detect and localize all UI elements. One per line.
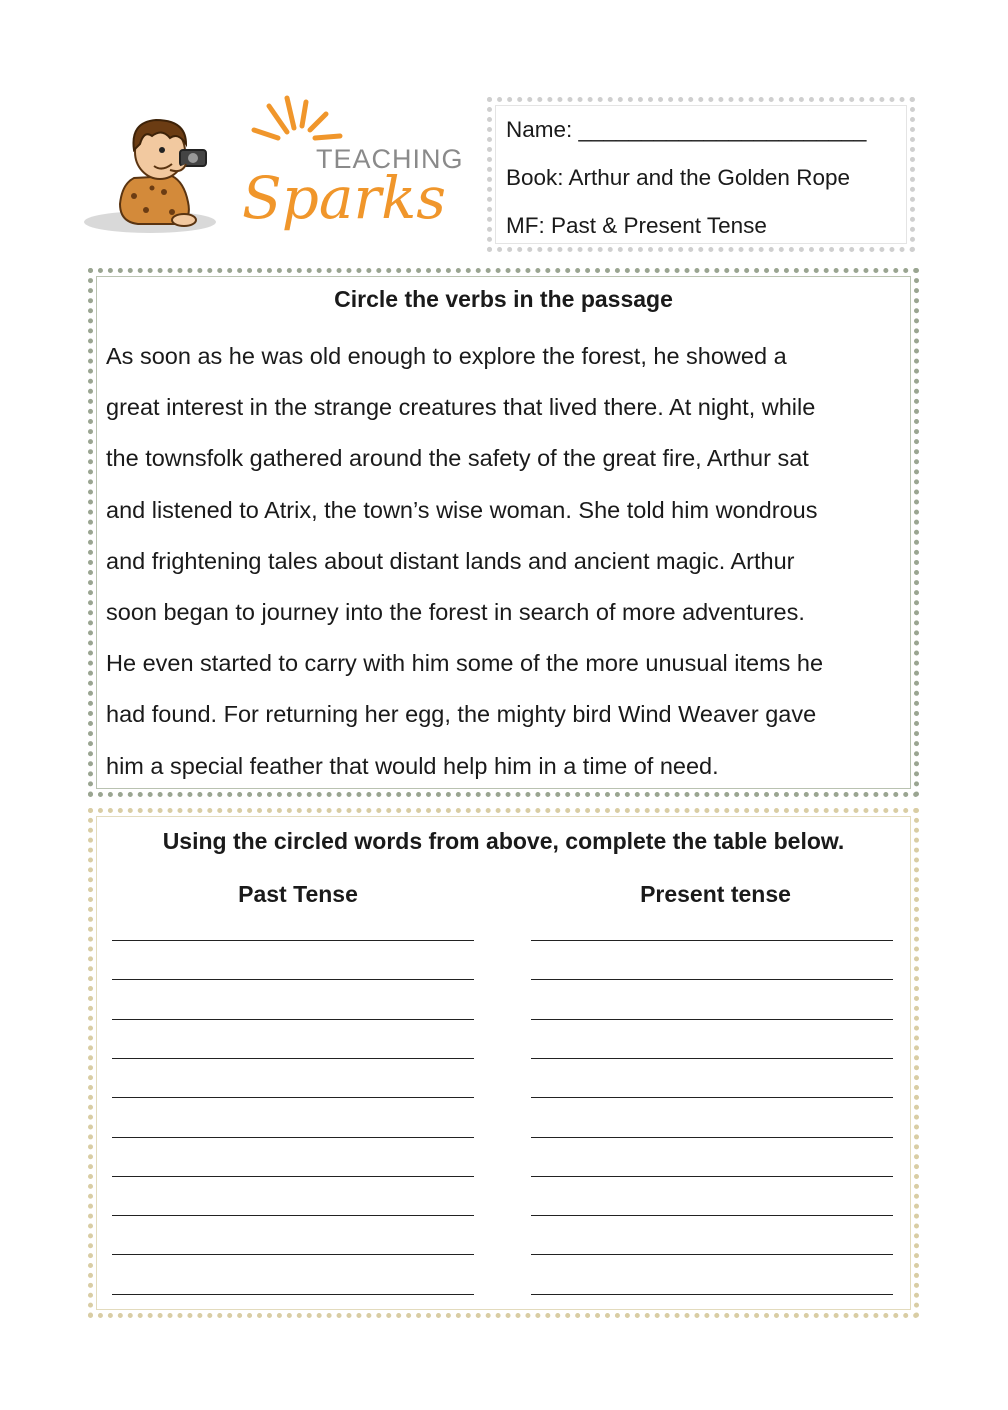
book-label: Book: Arthur and the Golden Rope <box>506 165 850 190</box>
teaching-sparks-logo <box>82 92 472 252</box>
past-answer-line[interactable] <box>112 1215 474 1216</box>
passage-line: had found. For returning her egg, the mighty bird Wind Weaver gave <box>106 701 817 728</box>
sparks-sunburst-icon <box>254 98 340 138</box>
past-answer-line[interactable] <box>112 1254 474 1255</box>
passage-line: and listened to Atrix, the town’s wise woman. She told him wondrous <box>106 496 818 523</box>
present-answer-line[interactable] <box>531 1058 893 1059</box>
present-answer-line[interactable] <box>531 979 893 980</box>
passage-line: great interest in the strange creatures that lived there. At night, while <box>106 394 816 421</box>
passage-line: the townsfolk gathered around the safety of the great fire, Arthur sat <box>106 445 809 472</box>
past-answer-line[interactable] <box>112 1058 474 1059</box>
passage-line: He even started to carry with him some of the more unusual items he <box>106 650 824 677</box>
past-answer-line[interactable] <box>112 1097 474 1098</box>
passage-title: Circle the verbs in the passage <box>334 286 673 312</box>
past-answer-line[interactable] <box>112 1137 474 1138</box>
present-answer-line[interactable] <box>531 1176 893 1177</box>
past-answer-line[interactable] <box>112 979 474 980</box>
present-answer-line[interactable] <box>531 940 893 941</box>
passage-text <box>106 331 904 792</box>
logo-brand-top: TEACHING <box>316 144 464 174</box>
passage-box <box>88 268 919 797</box>
present-answer-line[interactable] <box>531 1137 893 1138</box>
past-answer-line[interactable] <box>112 1294 474 1295</box>
passage-line: As soon as he was old enough to explore the forest, he showed a <box>106 343 787 369</box>
present-answer-line[interactable] <box>531 1019 893 1020</box>
passage-line: and frightening tales about distant lands and ancient magic. Arthur <box>106 547 795 574</box>
past-answer-line[interactable] <box>112 1019 474 1020</box>
table-title: Using the circled words from above, complete the table below. <box>162 828 845 854</box>
name-field[interactable]: Name: _______________________ <box>506 117 867 142</box>
logo-brand-bottom: Sparks <box>242 164 447 232</box>
present-answer-line[interactable] <box>531 1254 893 1255</box>
present-answer-line[interactable] <box>531 1215 893 1216</box>
tense-table-box <box>88 808 919 1318</box>
present-answer-line[interactable] <box>531 1294 893 1295</box>
passage-line: soon began to journey into the forest in search of more adventures. <box>106 599 805 626</box>
present-answer-line[interactable] <box>531 1097 893 1098</box>
present-tense-header: Present tense <box>640 881 791 907</box>
student-info-box <box>487 97 915 252</box>
passage-line: him a special feather that would help him in a time of need. <box>106 752 719 779</box>
mf-label: MF: Past & Present Tense <box>506 213 767 238</box>
past-answer-line[interactable] <box>112 1176 474 1177</box>
past-tense-header: Past Tense <box>238 881 358 907</box>
past-answer-line[interactable] <box>112 940 474 941</box>
caveman-mascot-icon <box>120 120 206 226</box>
